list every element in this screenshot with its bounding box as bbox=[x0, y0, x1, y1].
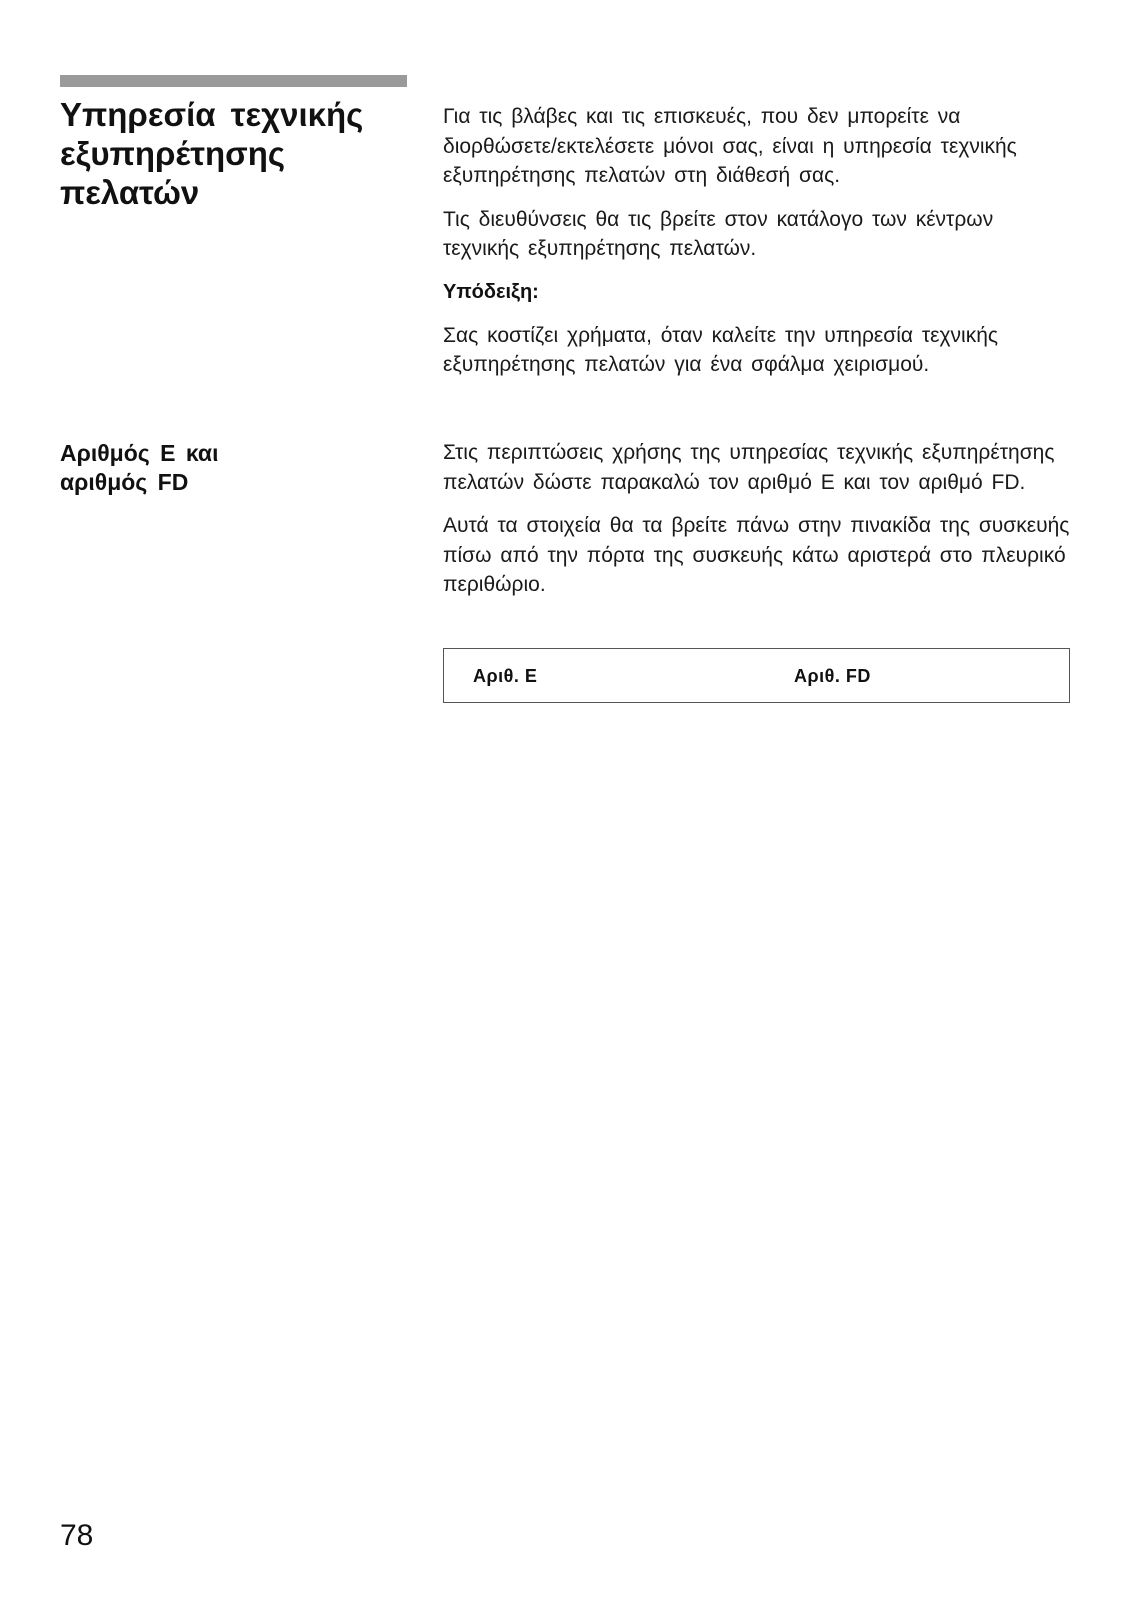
numbers-title bbox=[60, 439, 420, 497]
numbers-paragraph-2: Αυτά τα στοιχεία θα τα βρείτε πάνω στην πινακίδα της συσκευής πίσω από την πόρτα της συσκευής κάτω αριστερά στο πλευρικό περιθώριο. bbox=[443, 514, 1070, 596]
service-title-line-3: πελατών bbox=[60, 174, 200, 211]
note-label: Υπόδειξη: bbox=[443, 280, 539, 303]
service-title-line-1: Υπηρεσία τεχνικής bbox=[60, 96, 364, 133]
fd-number-label: Αριθ. FD bbox=[794, 666, 871, 686]
rating-plate-box bbox=[443, 648, 1070, 703]
numbers-section-heading bbox=[60, 439, 420, 497]
e-number-label: Αριθ. Ε bbox=[473, 666, 538, 686]
service-title-line-2: εξυπηρέτησης bbox=[60, 135, 286, 172]
service-paragraph-2: Τις διευθύνσεις θα τις βρείτε στον κατάλογο των κέντρων τεχνικής εξυπηρέτησης πελατών. bbox=[443, 207, 994, 260]
numbers-title-line-1: Αριθμός Ε και bbox=[60, 440, 219, 466]
numbers-title-line-2: αριθμός FD bbox=[60, 469, 189, 495]
note-text: Σας κοστίζει χρήματα, όταν καλείτε την υπηρεσία τεχνικής εξυπηρέτησης πελατών για ένα σφάλμα χειρισμού. bbox=[443, 323, 999, 376]
numbers-paragraph-1: Στις περιπτώσεις χρήσης της υπηρεσίας τεχνικής εξυπηρέτησης πελατών δώστε παρακαλώ τον αριθμό Ε και τον αριθμό FD. bbox=[443, 441, 1055, 494]
service-section-body bbox=[443, 102, 1073, 394]
page-number: 78 bbox=[60, 1519, 94, 1552]
service-section-heading bbox=[60, 95, 420, 212]
section-top-rule bbox=[60, 75, 407, 87]
service-paragraph-1: Για τις βλάβες και τις επισκευές, που δεν μπορείτε να διορθώσετε/εκτελέσετε μόνοι σας, είναι η υπηρεσία τεχνικής εξυπηρέτησης πελατών στη διάθεσή σας. bbox=[443, 105, 1017, 187]
service-title bbox=[60, 95, 420, 212]
numbers-section-body bbox=[443, 438, 1073, 614]
